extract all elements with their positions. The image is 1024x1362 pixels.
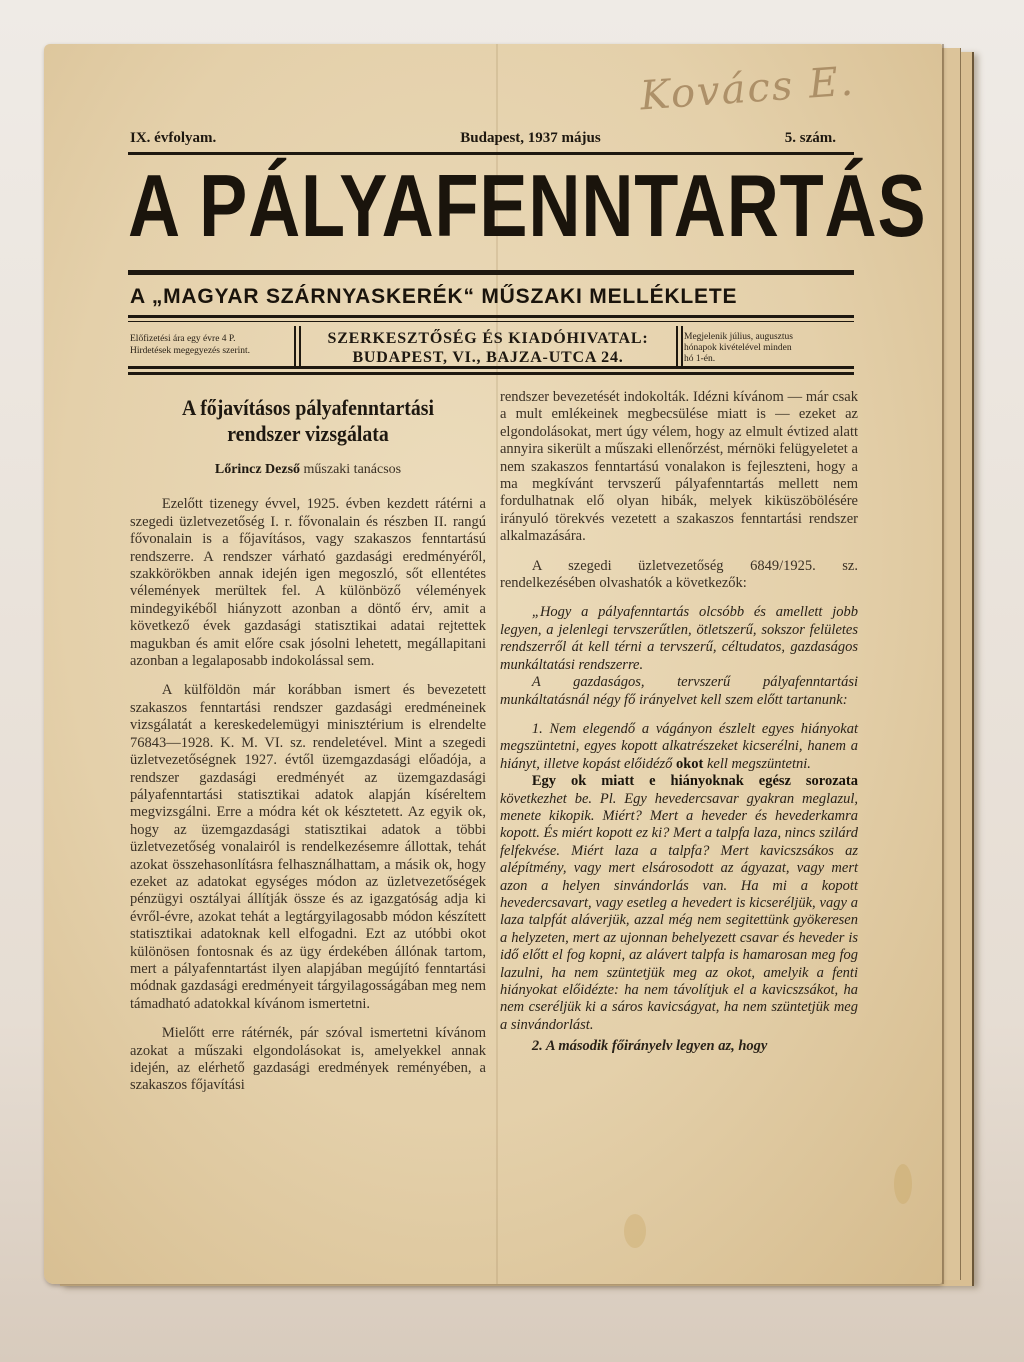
point-text: kell megszüntetni. xyxy=(707,755,811,772)
subtitle-rule-thin xyxy=(128,321,854,322)
point-1 xyxy=(500,721,858,773)
subtitle-rule xyxy=(128,315,854,318)
masthead-rule xyxy=(128,270,854,275)
subscription-info xyxy=(130,333,290,357)
paragraph: rendszer bevezetését indokolták. Idézni kívánom — már csak a mult emlékeinek megbecsülése miatt is — ezeket az elgondolásokat, mert úgy vélem, hogy az elmult évtized alatt annyira sikerült a műszaki ellenőrzést, mérnöki felügyeletet a nem szakaszos fenntartású vonalakon is fejleszteni, hogy a ma megkívánt tervszerű pályafenntartás mellett nem fordulhatnak elő olyan hibák, melyek kiküszöbölésére irányuló törekvés vezetett a szakaszos fenntartási rendszer alkalmazására. xyxy=(500,389,858,545)
masthead-title: A PÁLYAFENNTARTÁS xyxy=(128,156,927,255)
info-rule-2 xyxy=(128,372,854,375)
quote-paragraph: „Hogy a pályafenntartás olcsóbb és amellett jobb legyen, a jelenlegi tervszerűtlen, ötletszerű, sokszor felületes rendszerről át kell térni a tervszerű, céltudatos, gazdaságos munkáltatási rendszerre. xyxy=(500,604,858,673)
divider xyxy=(294,326,296,366)
cause-chain-paragraph xyxy=(500,773,858,1034)
author-name: Lőrincz Dezső xyxy=(214,462,301,477)
paragraph: A külföldön már korábban ismert és bevezetett szakaszos fenntartási rendszer gazdasági eredméneinek vizsgálatát a kereskedelemügyi minisztérium is elrendelte 76843—1928. K. M. VI. sz. rendeletével. Mint a szegedi üzletvezetőségnek 1927. évtől üzemgazdasági előadója, a rendszer gazdasági eredményét az üzemgazdasági pályafenntartási statisztikai adatok alapján kíséreltem megvizsgálni. Erre a módra két ok késztetett. Az egyik ok, hogy az üzemgazdasági statisztikai adatok a többi üzletvezetőség vonalairól is rendelkezésemre állottak, tehát azokat összehasonlításra felhasználhattam, a másik ok, hogy ezeket az adatokat egységes módon az üzletvezetőségek pénzügyi osztályai állítják össze és az igazgatóság adja ki évről-évre, azokat tehát a legtárgyilagosabb módon készített statisztikai adatoknak kell elfogadni. Ezt az utóbbi okot különösen fontosnak és az ügy érdekében állónak tartom, mert a pályafenntartást ilyen alapjában megújító fenntartási módnak gazdasági eredményeit tárgyilagosságában meg nem támadható adatokkal kívánom ismertetni. xyxy=(130,682,486,1012)
cause-chain-text: következhet be. Pl. Egy hevedercsavar gyakran meglazul, menete kikopik. Miért? Mert a heveder és hevederkamra kopott. És miért kopott ez ki? Mert a talpfa laza, nincs szilárd felfekvése. Miért laza a talpfa? Mert kavicszsákos az alépítmény, vagy mert elsárosodott az ágyazat, vagy mert azon a helyen sinvándorlás van. Ha mi a kopott hevedercsavart, vagy esetleg a hevedert is kicseréljük, vagy a laza talpfát aláverjük, azzal még nem segitettünk gyökeresen a helyzeten, mert az ujonnan behelyezett csavar és heveder is idő előtt el fog kopni, az alávert talpfa is hamarosan meg fog lazulni, ha nem szüntetjük meg az okot, amelyik a fenti hiányokat előidézte: ha nem távolítjuk el a kavicszsákot, ha nem cseréljük ki a sáros kavicságyat, ha nem szüntetjük meg a sinvándorlást. xyxy=(500,790,858,1033)
dateline: Budapest, 1937 május xyxy=(460,130,601,146)
paragraph: A szegedi üzletvezetőség 6849/1925. sz. rendelkezésében olvashatók a következők: xyxy=(500,557,858,592)
point-text: 1. Nem elegendő a vágányon észlelt egyes hiányokat megszüntetni, egyes kopott alkatrészeket kicserélni, hanem a hiányt, illetve kopást előidéző xyxy=(500,720,858,772)
paragraph: Ezelőtt tizenegy évvel, 1925. évben kezdett rátérni a szegedi üzletvezetőség I. r. fővonalain és részben II. rangú fővonalain is a főjavításos, vagy szakaszos fenntartású rendszerre. A rendszer várható gazdasági eredményéről, szakkörökben annak idején igen megoszló, sőt ellentétes vélemények merültek fel. A különböző vélemények mindegyikéből hiányzott azonban a döntő érv, amit a következő évek gazdasági statisztikai adatai rejtettek magukban és amit előre csak jósolni lehetett, megállapitani azonban a legalaposabb indokolással sem. xyxy=(130,496,486,670)
page-edge-fold xyxy=(942,44,944,1284)
top-rule xyxy=(128,152,854,155)
article-title-line: rendszer vizsgálata xyxy=(227,421,389,446)
masthead-subtitle: A „MAGYAR SZÁRNYASKERÉK“ MŰSZAKI MELLÉKLETE xyxy=(130,285,738,308)
article-title-line: A főjavításos pályafenntartási xyxy=(182,395,434,420)
volume-label: IX. évfolyam. xyxy=(130,130,217,146)
article-title xyxy=(148,395,468,447)
quote-paragraph: A gazdaságos, tervszerű pályafenntartási munkáltatásnál négy fő irányelvet kell szem előtt tartanunk: xyxy=(500,674,858,708)
issue-number: 5. szám. xyxy=(784,130,836,146)
article-column-left xyxy=(130,389,486,1095)
schedule-line: hó 1-én. xyxy=(684,354,716,364)
editorial-office-label: SZERKESZTŐSÉG ÉS KIADÓHIVATAL: xyxy=(327,330,649,347)
article-column-right xyxy=(500,389,858,1056)
issue-info-row xyxy=(130,130,836,147)
stain xyxy=(894,1164,912,1204)
schedule-line: hónapok kivételével minden xyxy=(684,343,792,353)
advertising-note: Hirdetések megegyezés szerint. xyxy=(130,346,251,356)
divider xyxy=(676,326,678,366)
subscription-price: Előfizetési ára egy évre 4 P. xyxy=(130,334,236,344)
emphasis: Egy ok miatt e hiányoknak egész sorozata xyxy=(531,773,858,790)
author-title: műszaki tanácsos xyxy=(303,462,402,477)
paragraph: Mielőtt erre rátérnék, pár szóval ismertetni kívánom azokat a műszaki elgondolásokat is, amelyekkel annak idején, az elérhető gazdasági eredmények reményében, a szakaszos főjavítási xyxy=(130,1025,486,1094)
divider xyxy=(681,326,683,366)
point-2: 2. A második főirányelv legyen az, hogy xyxy=(531,1038,768,1055)
divider xyxy=(299,326,301,366)
publication-schedule xyxy=(684,332,854,365)
newspaper-page xyxy=(44,44,942,1284)
stain xyxy=(624,1214,646,1248)
editorial-office xyxy=(302,329,674,367)
schedule-line: Megjelenik július, augusztus xyxy=(684,332,793,342)
info-rule xyxy=(128,366,854,369)
editorial-office-address: BUDAPEST, VI., BAJZA-UTCA 24. xyxy=(352,349,624,366)
emphasis: okot xyxy=(675,755,704,772)
handwritten-signature: Kovács E. xyxy=(638,58,857,120)
byline xyxy=(130,461,486,478)
